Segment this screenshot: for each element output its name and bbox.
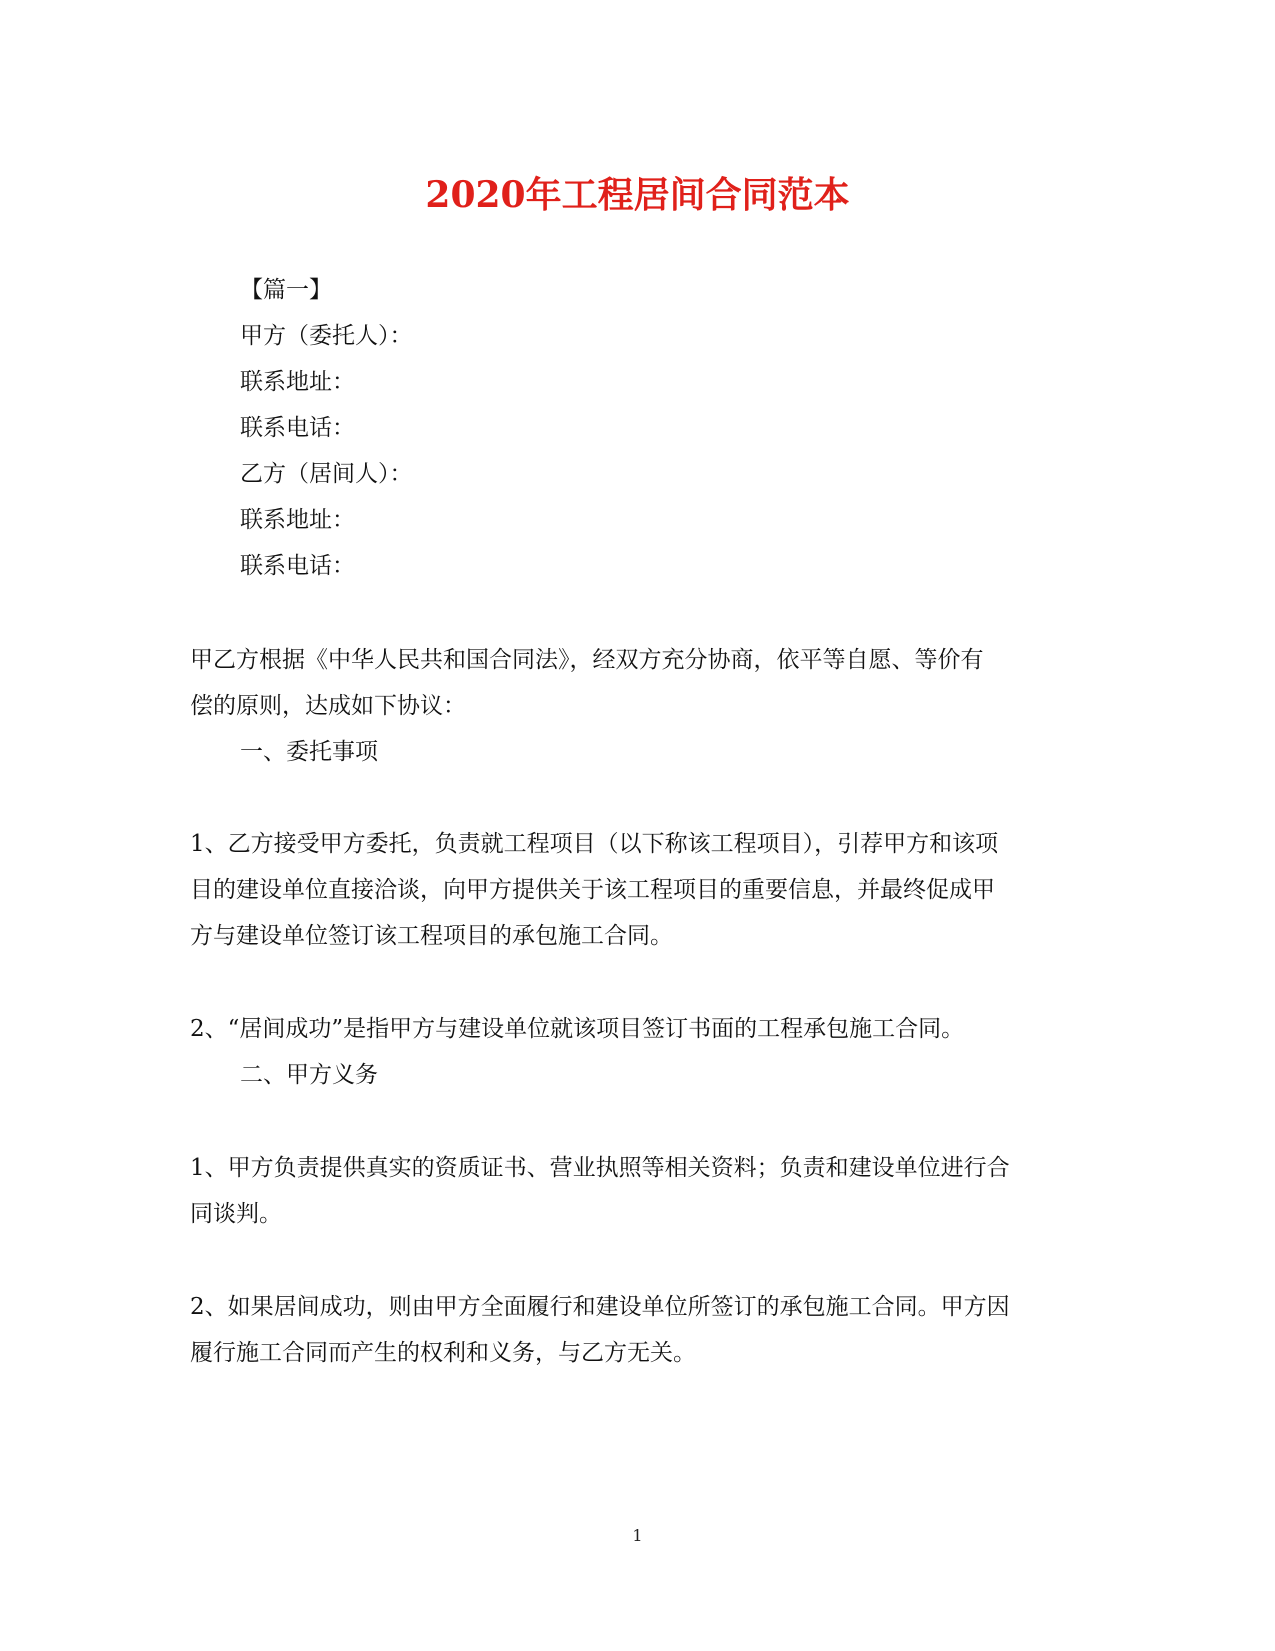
section-heading: 二、甲方义务: [240, 1062, 378, 1088]
intro-paragraph-line: 甲乙方根据《中华人民共和国合同法》，经双方充分协商，依平等自愿、等价有: [190, 647, 984, 673]
clause-line: 1、甲方负责提供真实的资质证书、营业执照等相关资料；负责和建设单位进行合: [190, 1155, 1010, 1181]
section-label: 【篇一】: [240, 277, 332, 303]
party-b-address-label: 联系地址：: [240, 507, 355, 533]
party-a-label: 甲方（委托人）：: [240, 323, 413, 349]
clause-line: 同谈判。: [190, 1201, 282, 1227]
clause-line: 目的建设单位直接洽谈，向甲方提供关于该工程项目的重要信息，并最终促成甲: [190, 877, 995, 903]
party-b-phone-label: 联系电话：: [240, 553, 355, 579]
clause-line: 方与建设单位签订该工程项目的承包施工合同。: [190, 923, 673, 949]
party-a-address-label: 联系地址：: [240, 369, 355, 395]
party-b-label: 乙方（居间人）：: [240, 461, 413, 487]
document-title: 2020年工程居间合同范本: [425, 174, 850, 216]
clause-line: 1、乙方接受甲方委托，负责就工程项目（以下称该工程项目），引荐甲方和该项: [190, 831, 999, 857]
clause-line: 履行施工合同而产生的权利和义务，与乙方无关。: [190, 1340, 696, 1366]
intro-paragraph-line: 偿的原则，达成如下协议：: [190, 693, 466, 719]
clause-line: 2、“居间成功”是指甲方与建设单位就该项目签订书面的工程承包施工合同。: [190, 1016, 965, 1042]
page-number: 1: [632, 1526, 643, 1545]
section-heading: 一、委托事项: [240, 739, 378, 765]
party-a-phone-label: 联系电话：: [240, 415, 355, 441]
clause-line: 2、如果居间成功，则由甲方全面履行和建设单位所签订的承包施工合同。甲方因: [190, 1294, 1010, 1320]
